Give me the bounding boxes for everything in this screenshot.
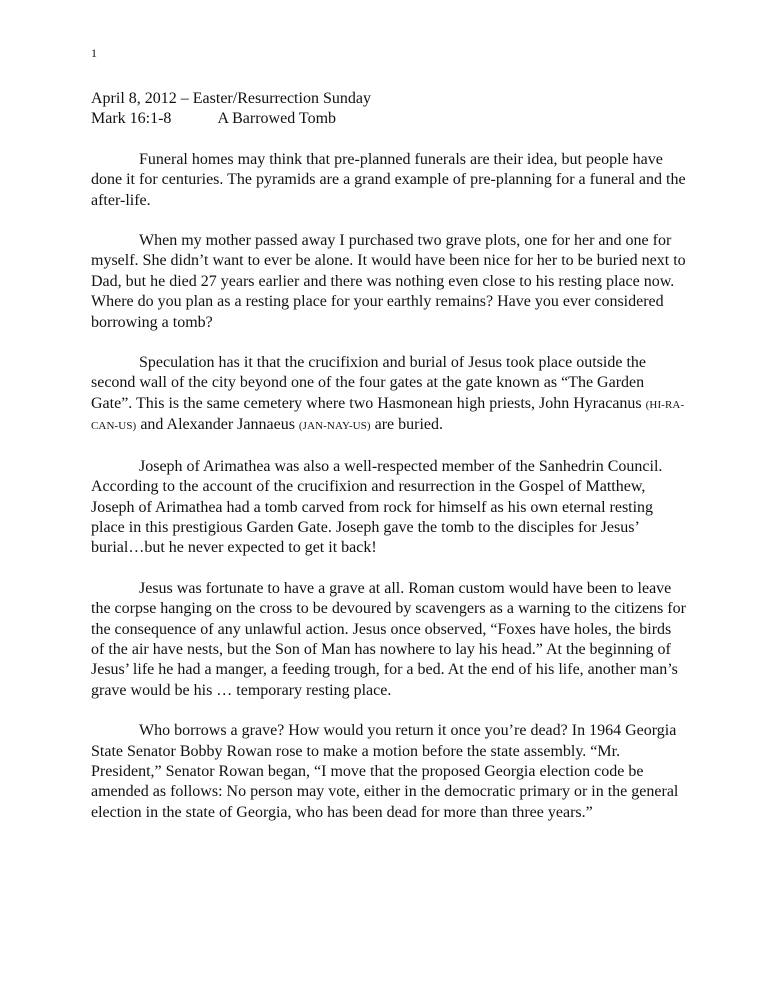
paragraph-gap	[91, 211, 686, 231]
pronunciation-note-jannaeus: (JAN-NAY-US)	[298, 420, 371, 433]
sermon-title: A Barrowed Tomb	[217, 110, 337, 128]
page-number: 1	[91, 46, 97, 60]
paragraph-3-text-part-2: and Alexander Jannaeus	[136, 416, 299, 434]
scripture-reference: Mark 16:1-8	[91, 110, 172, 128]
section-gap	[91, 130, 686, 150]
date-line: April 8, 2012 – Easter/Resurrection Sunday	[91, 90, 371, 107]
paragraph-5: Jesus was fortunate to have a grave at all. Roman custom would have been to leave the corpse hanging on the cross to be devoured by scavengers as a warning to the citizens for the consequence of any unlawful action. Jesus once observed, “Foxes have holes, the birds of the air have nests, but the Son of Man has nowhere to lay his head.” At the beginning of Jesus’ life he had a manger, a feeding trough, for a bed. At the end of his life, another man’s grave would be his … temporary resting place.	[91, 579, 686, 699]
paragraph-3-text-part-1: Speculation has it that the crucifixion and burial of Jesus took place outside the second wall of the city beyond one of the four gates at the gate known as “The Garden Gate”. This is the same cemetery where two Hasmonean high priests, John Hyracanus	[91, 354, 646, 412]
paragraph-2: When my mother passed away I purchased two grave plots, one for her and one for myself. She didn’t want to ever be alone. It would have been nice for her to be buried next to Dad, but he died 27 years earlier and there was nothing even close to his resting place now. Where do you plan as a resting place for your earthly remains? Have you ever considered borrowing a tomb?	[91, 232, 686, 331]
pronunciation-note-hyracanus: (HI-RA-CAN-US)	[91, 398, 685, 433]
paragraph-3	[91, 353, 686, 437]
paragraph-6: Who borrows a grave? How would you return it once you’re dead? In 1964 Georgia State Senator Bobby Rowan rose to make a motion before the state assembly. “Mr. President,” Senator Rowan began, “I move that the proposed Georgia election code be amended as follows: No person may vote, either in the democratic primary or in the general election in the state of Georgia, who has been dead for more than three years.”	[91, 722, 679, 821]
paragraph-gap	[91, 437, 686, 457]
paragraph-3-text-part-3: are buried.	[370, 416, 444, 434]
paragraph-gap	[91, 701, 686, 721]
scripture-title-line	[91, 109, 686, 129]
paragraph-gap	[91, 333, 686, 353]
paragraph-1: Funeral homes may think that pre-planned funerals are their idea, but people have done it for centuries. The pyramids are a grand example of pre-planning for a funeral and the after-life.	[91, 150, 686, 209]
paragraph-4: Joseph of Arimathea was also a well-respected member of the Sanhedrin Council. According to the account of the crucifixion and resurrection in the Gospel of Matthew, Joseph of Arimathea had a tomb carved from rock for himself as his own eternal resting place in this prestigious Garden Gate. Joseph gave the tomb to the disciples for Jesus’ burial…but he never expected to get it back!	[91, 457, 663, 557]
document-body	[91, 89, 686, 823]
paragraph-gap	[91, 559, 686, 579]
